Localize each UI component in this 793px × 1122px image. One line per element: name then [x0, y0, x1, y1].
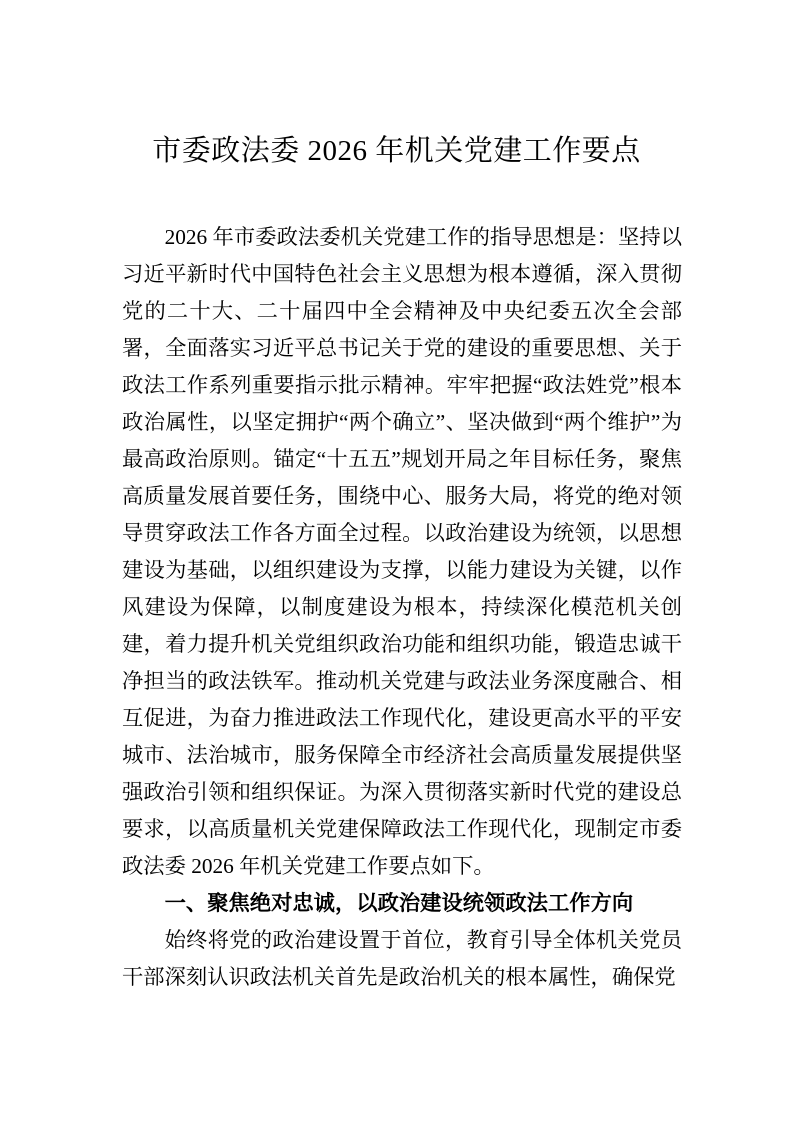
- paragraph-section-1-body: 始终将党的政治建设置于首位，教育引导全体机关党员干部深刻认识政法机关首先是政治机关的根本属性，确保党: [122, 928, 682, 989]
- paragraph-guiding-ideology: 2026 年市委政法委机关党建工作的指导思想是：坚持以习近平新时代中国特色社会主义思想为根本遵循，深入贯彻党的二十大、二十届四中全会精神及中央纪委五次全会部署，全面落实习近平总书记关于党的建设的重要思想、关于政法工作系列重要指示批示精神。牢牢把握“政法姓党”根本政治属性，以坚定拥护“两个确立”、坚决做到“两个维护”为最高政治原则。锚定“十五五”规划开局之年目标任务，聚焦高质量发展首要任务，围绕中心、服务大局，将党的绝对领导贯穿政法工作各方面全过程。以政治建设为统领，以思想建设为基础，以组织建设为支撑，以能力建设为关键，以作风建设为保障，以制度建设为根本，持续深化模范机关创建，着力提升机关党组织政治功能和组织功能，锻造忠诚干净担当的政法铁军。推动机关党建与政法业务深度融合、相互促进，为奋力推进政法工作现代化，建设更高水平的平安城市、法治城市，服务保障全市经济社会高质量发展提供坚强政治引领和组织保证。为深入贯彻落实新时代党的建设总要求，以高质量机关党建保障政法工作现代化，现制定市委政法委 2026 年机关党建工作要点如下。: [122, 225, 682, 878]
- document-body: [122, 219, 682, 996]
- section-heading-1: 一、聚焦绝对忠诚，以政治建设统领政法工作方向: [164, 891, 634, 915]
- document-title: 市委政法委 2026 年机关党建工作要点: [152, 135, 641, 167]
